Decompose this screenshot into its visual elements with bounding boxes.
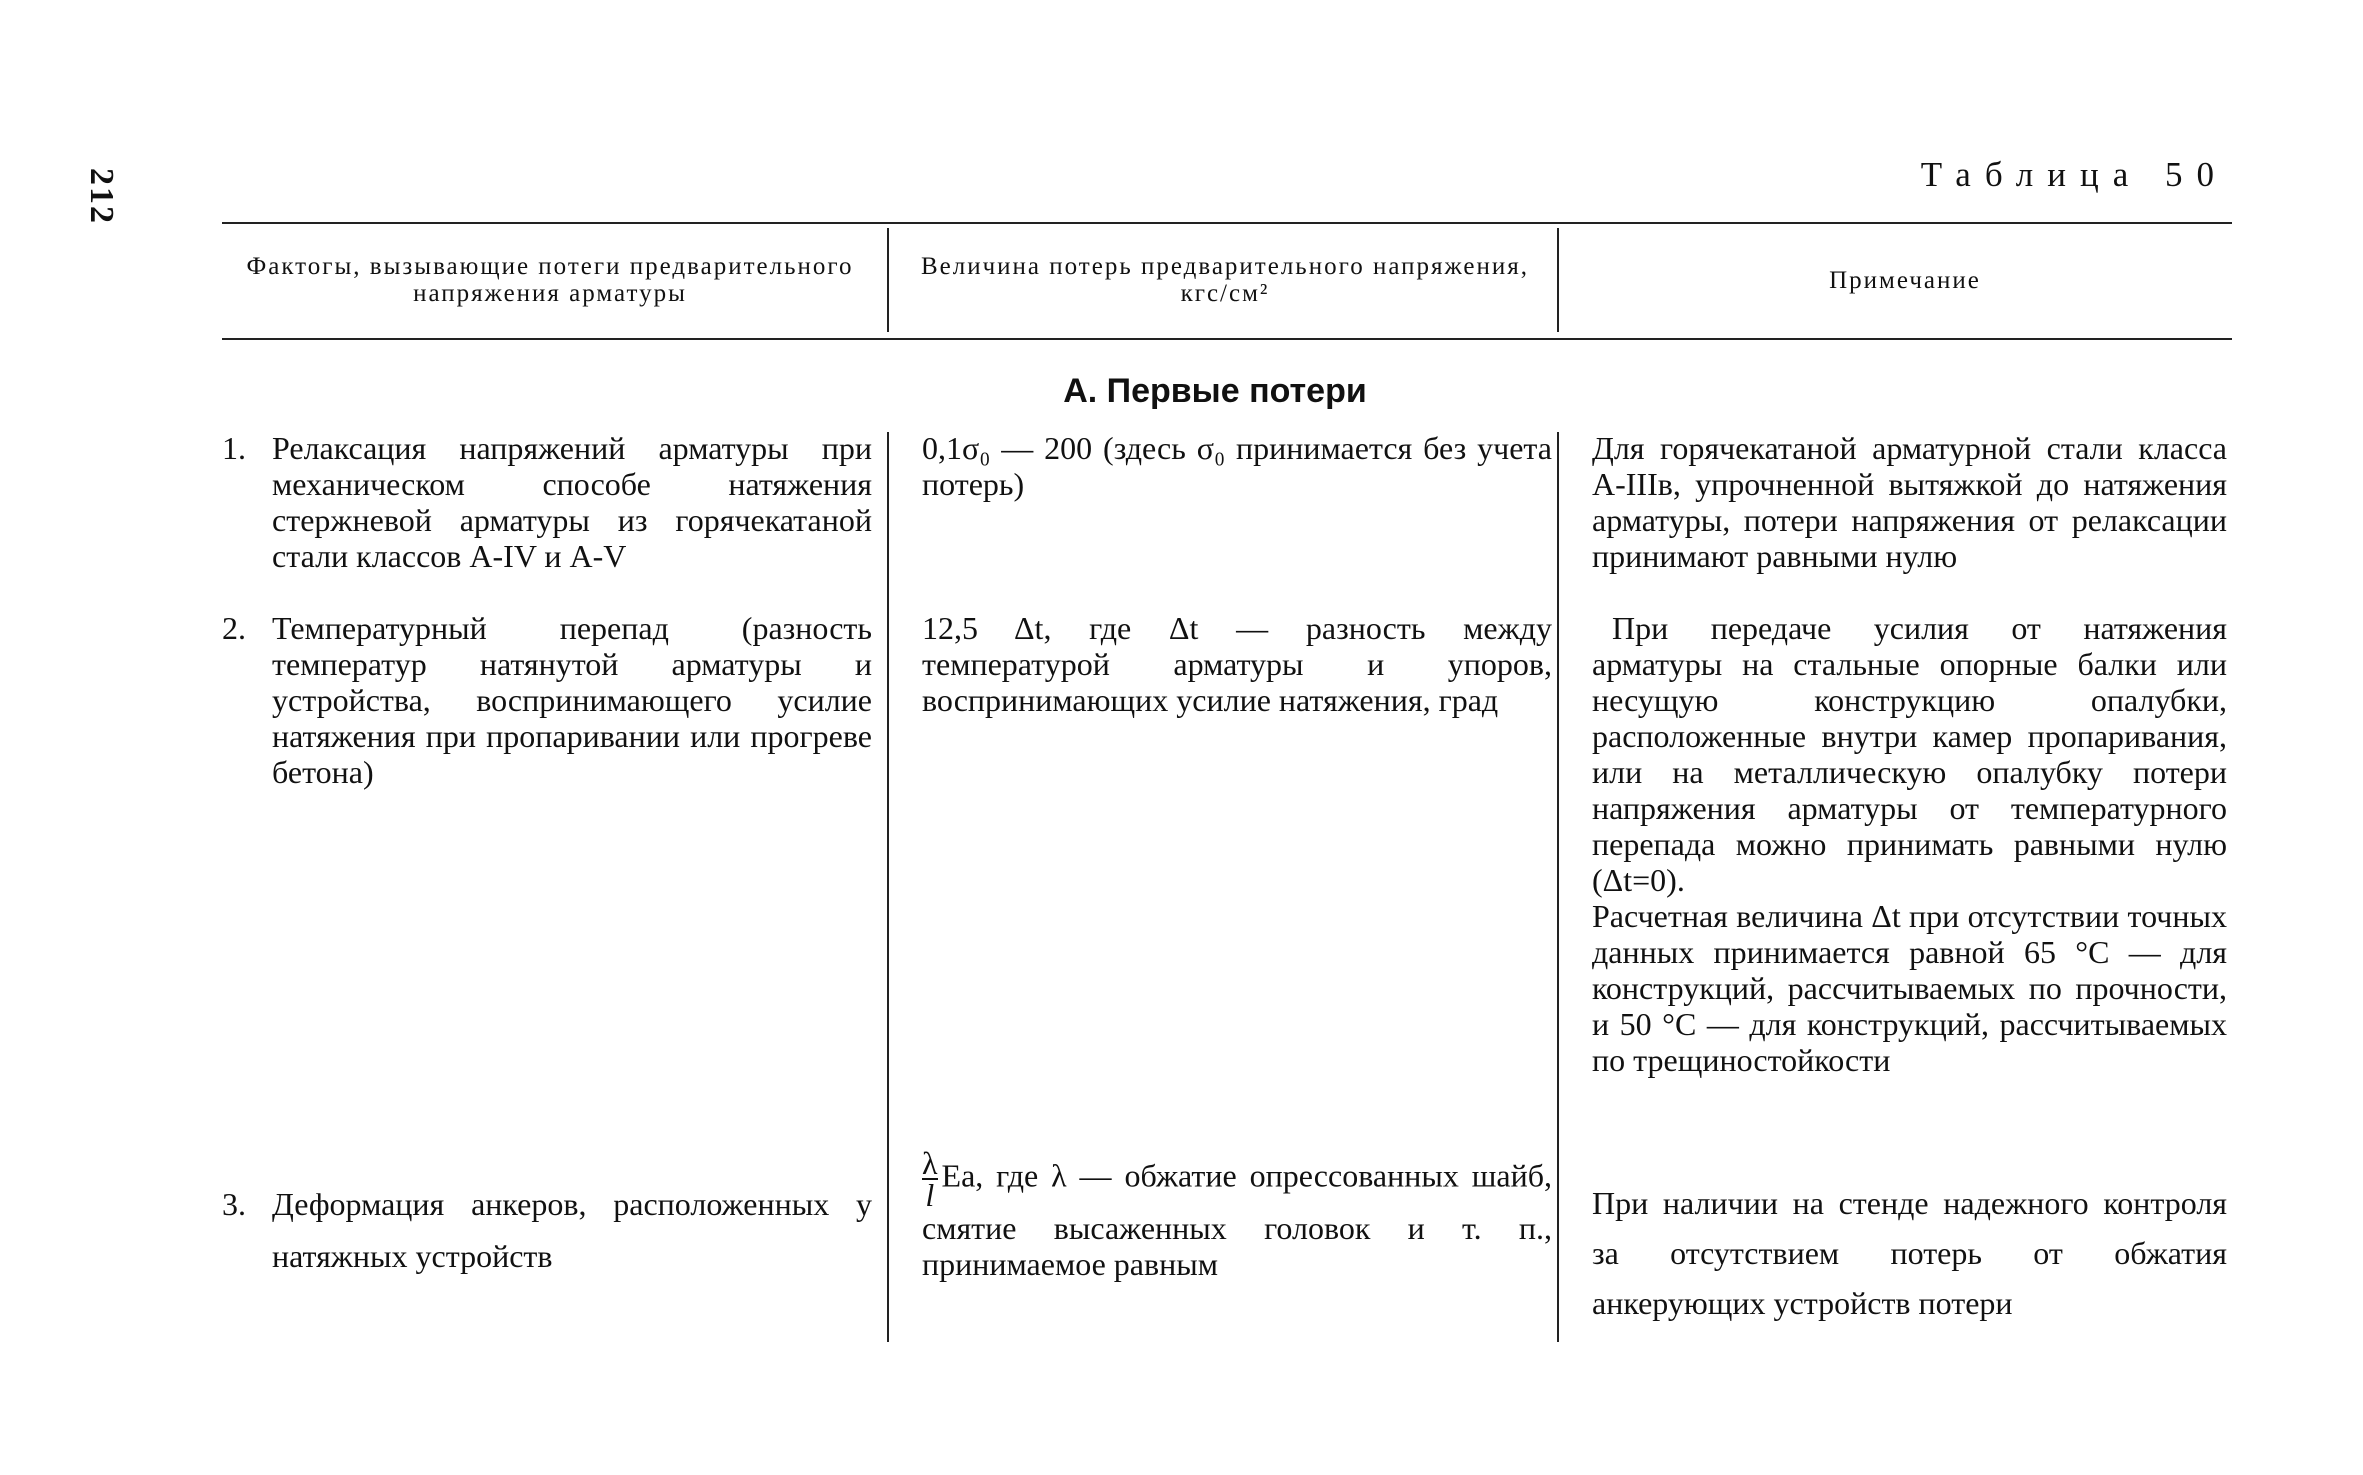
header-factors: Фактогы, вызывающие потеги предварительного напряжения арматуры — [246, 253, 854, 307]
row-1-number: 1. — [222, 430, 246, 466]
lambda-over-l-fraction — [922, 1145, 938, 1213]
header-loss-value: Величина потерь предварительного напряжения, кгс/см² — [920, 253, 1530, 307]
row-3-note-text: При наличии на стенде надежного контроля за отсутствием потерь от обжатия анкерующих устройств потери — [1592, 1185, 2227, 1321]
row-3-value-text: Eа, где λ — обжатие опрессованных шайб, смятие высаженных головок и т. п., принимаемое равным — [922, 1157, 1552, 1282]
fraction-numerator: λ — [922, 1145, 938, 1181]
fraction-denominator: l — [922, 1178, 938, 1210]
page-number: 212 — [83, 168, 120, 225]
row-1-factor-text: Релаксация напряжений арматуры при механическом способе натяжения стержневой арматуры из горячекатаной стали классов A-IV и A-V — [272, 430, 872, 574]
row-2-value: 12,5 Δt, где Δt — разность между температурой арматуры и упоров, воспринимающих усилие натяжения, град — [922, 610, 1552, 718]
row-3-value — [922, 1145, 1552, 1282]
row-3-factor — [222, 1178, 872, 1282]
header-top-rule — [222, 222, 2232, 224]
body-divider-1 — [887, 432, 889, 1342]
row-1-value: 0,1σ₀ — 200 (здесь σ₀ принимается без учета потерь) — [922, 430, 1552, 502]
row-1-factor — [222, 430, 872, 574]
body-divider-2 — [1557, 432, 1559, 1342]
row-2-number: 2. — [222, 610, 246, 646]
row-2-note-text-2: Расчетная величина Δt при отсутствии точных данных принимается равной 65 °С — для конструкций, рассчитываемых по прочности, и 50 °С — для конструкций, рассчитываемых по трещиностойкости — [1592, 898, 2227, 1078]
row-1-note-text: Для горячекатаной арматурной стали класса А-IIIв, упрочненной вытяжкой до натяжения арматуры, потери напряжения от релаксации принимают равными нулю — [1592, 430, 2227, 574]
row-2-note — [1592, 610, 2227, 1078]
row-3-number: 3. — [222, 1186, 246, 1222]
section-title: А. Первые потери — [1063, 372, 1367, 410]
row-3-factor-text: Деформация анкеров, расположенных у натяжных устройств — [272, 1186, 872, 1274]
row-3-note — [1592, 1178, 2227, 1328]
header-divider-1 — [887, 228, 889, 332]
header-bottom-rule — [222, 338, 2232, 340]
header-note: Примечание — [1829, 266, 1981, 294]
table-caption: Таблица 50 — [1920, 155, 2228, 194]
row-2-factor — [222, 610, 872, 790]
row-1-note — [1592, 430, 2227, 574]
row-2-note-text: При передаче усилия от натяжения арматуры на стальные опорные балки или несущую конструкцию опалубки, расположенные внутри камер пропаривания, или на металлическую опалубку потери напряжения арматуры от температурного перепада можно принимать равными нулю (Δt=0). — [1592, 610, 2227, 898]
header-divider-2 — [1557, 228, 1559, 332]
row-2-factor-text: Температурный перепад (разность температур натянутой арматуры и устройства, воспринимающего усилие натяжения при пропаривании или прогреве бетона) — [272, 610, 872, 790]
